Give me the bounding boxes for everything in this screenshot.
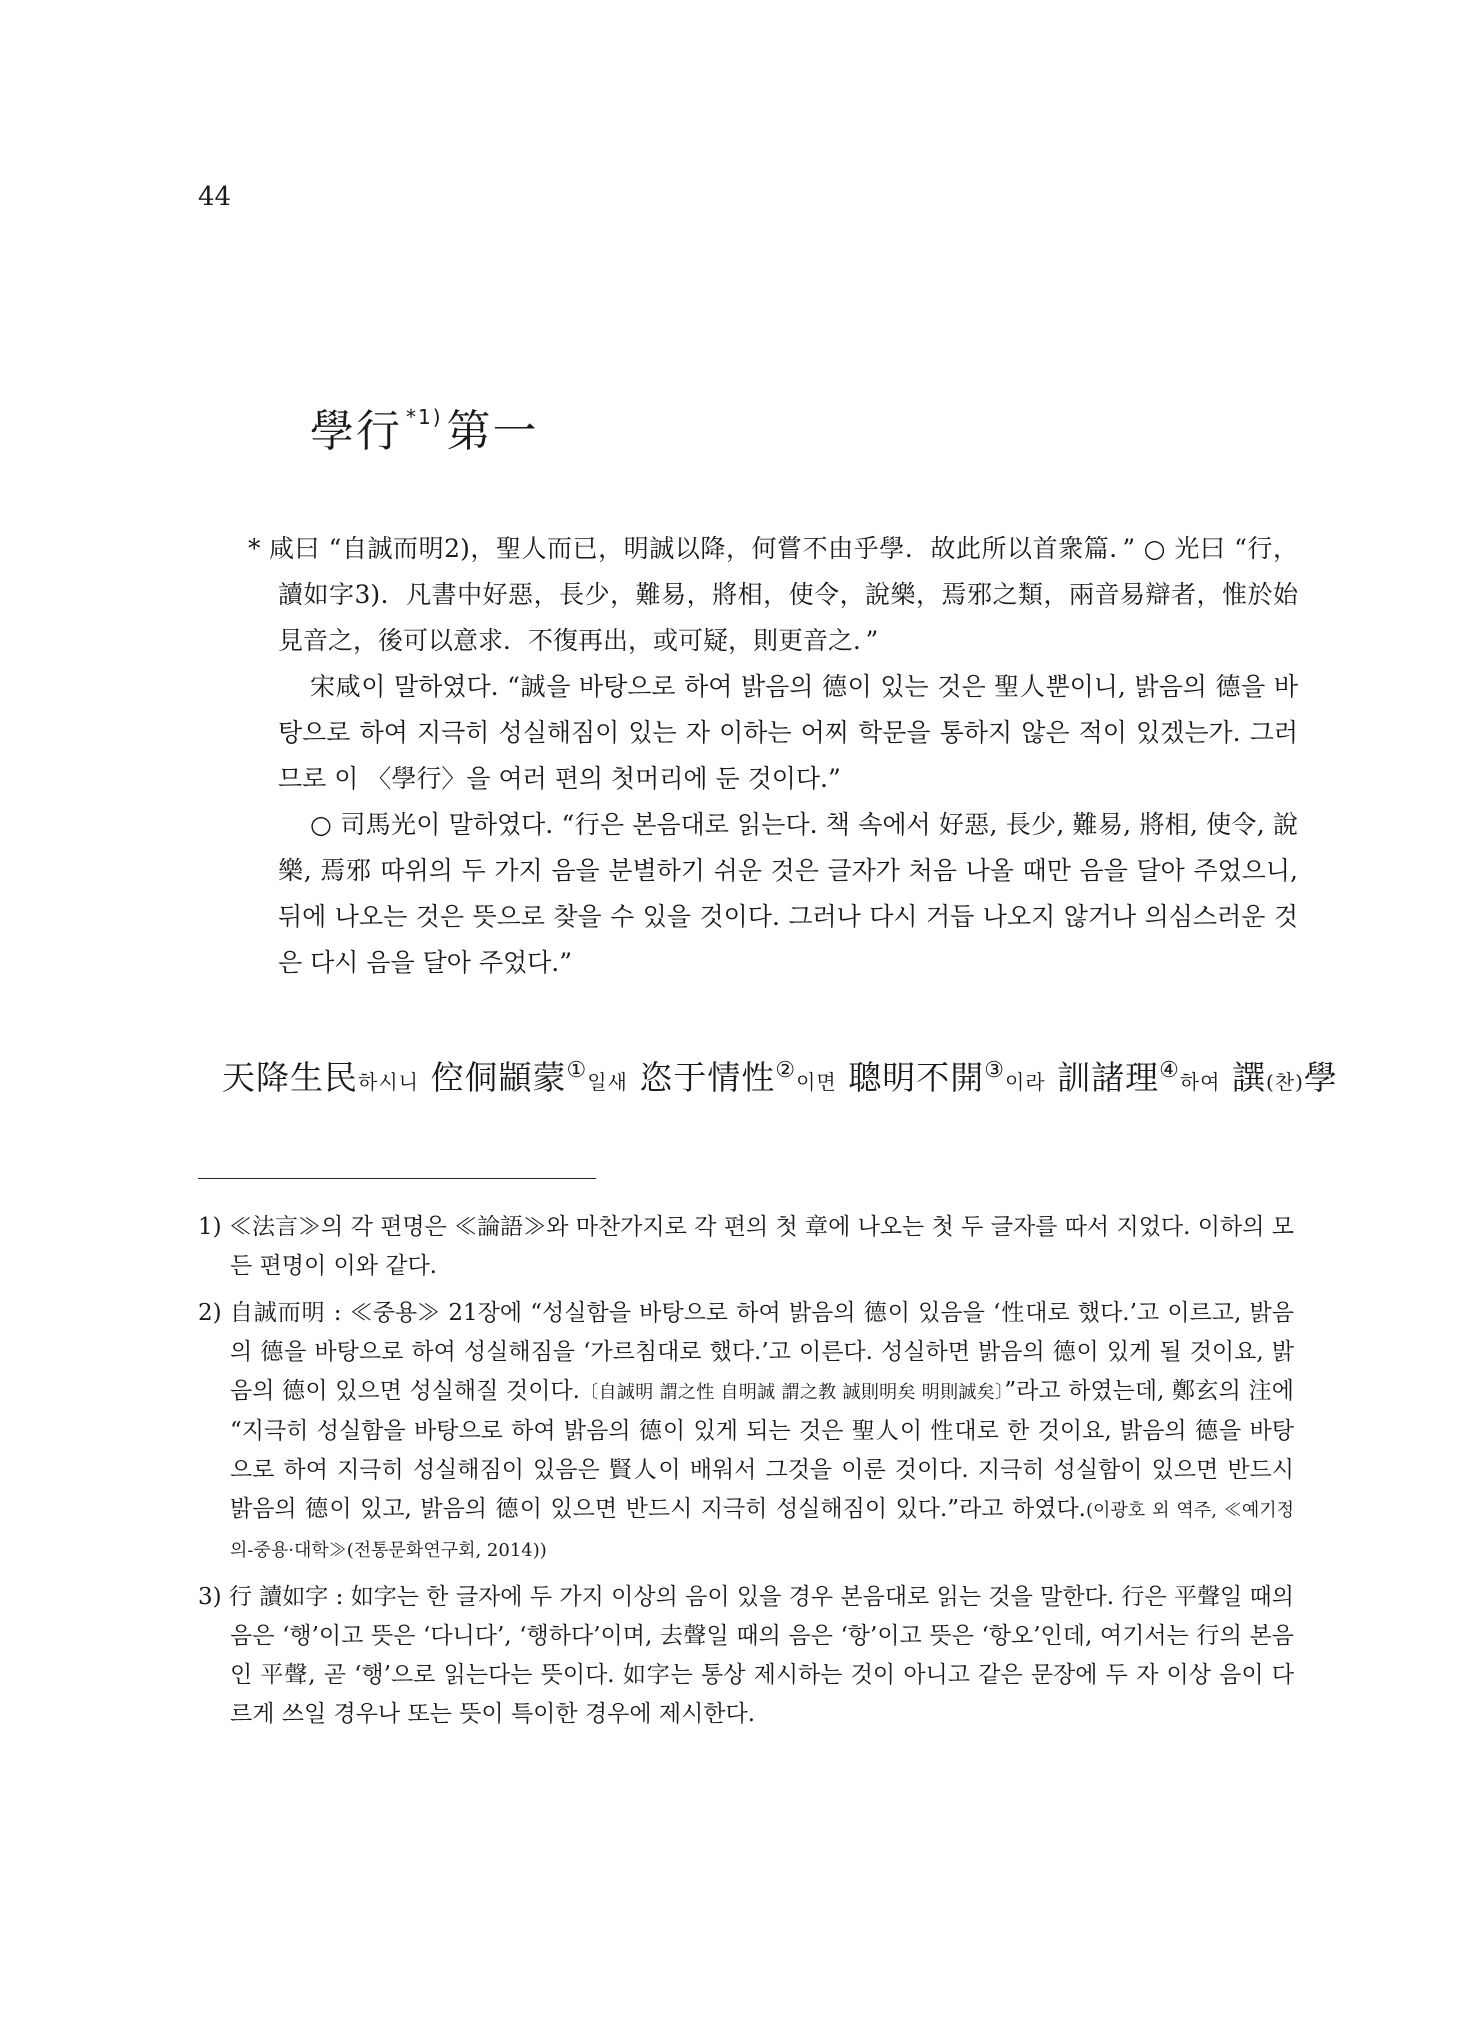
footnote-2-citation: 〔自誠明 謂之性 自明誠 謂之教 誠則明矣 明則誠矣〕 [579,1382,1005,1403]
main-gloss: 이면 [796,1070,837,1094]
main-reading: (찬) [1265,1070,1304,1094]
footnote-2-source: (이광호 외 역주, ≪예기정의-중용·대학≫(전통문화연구회, 2014)) [230,1500,1295,1561]
chapter-title-marker: *1) [406,405,443,429]
main-note-marker: ① [566,1058,588,1083]
main-gloss: 일새 [587,1070,628,1094]
commentary-translation-song-xian: 宋咸이 말하였다. “誠을 바탕으로 하여 밝음의 德이 있는 것은 聖人뿐이니, 밝음의 德을 바탕으로 하여 지극히 성실해짐이 있는 자 이하는 어찌 학문을 통하지 않은 적이 있겠는가. 그러므로 이 〈學行〉을 여러 편의 첫머리에 둔 것이다.” [278,672,1298,793]
main-note-marker: ② [775,1058,797,1083]
main-phrase: 聰明不開 [848,1058,985,1097]
footnote-2-text: 2) 自誠而明 : ≪중용≫ 21장에 “성실함을 바탕으로 하여 밝음의 德이 있음을 ‘性대로 했다.’고 이르고, 밝음의 德을 바탕으로 하여 성실해짐을 ‘가르침대로 했다.’고 이른다. 성실하면 밝음의 德이 있게 될 것이요, 밝음의 德이 있으면 성실해질 것이다. [198,1300,1294,1404]
main-phrase: 恣于情性 [639,1058,776,1097]
commentary-translation-sima-guang: ○ 司馬光이 말하였다. “行은 본음대로 읽는다. 책 속에서 好惡, 長少, 難易, 將相, 使令, 說樂, 焉邪 따위의 두 가지 음을 분별하기 쉬운 것은 글자가 처음 나올 때만 음을 달아 주었으니, 뒤에 나오는 것은 뜻으로 찾을 수 있을 것이다. 그러나 다시 거듭 나오지 않거나 의심스러운 것은 다시 음을 달아 주었다.” [278,810,1298,977]
main-phrase: 倥侗顓蒙 [430,1058,567,1097]
commentary-block [248,526,1298,986]
footnotes [198,1208,1294,1742]
footnote-2-text-cont: ”라고 하였는데, 鄭玄의 注에 “지극히 성실함을 바탕으로 하여 밝음의 德이 있게 되는 것은 聖人이 性대로 한 것이요, 밝음의 德을 바탕으로 하여 지극히 성실해짐이 있음은 賢人이 배워서 그것을 이룬 것이다. 지극히 성실함이 있으면 반드시 밝음의 德이 있고, 밝음의 德이 있으면 반드시 지극히 성실해짐이 있다.”라고 하였다. [230,1378,1295,1522]
main-phrase: 譔 [1231,1058,1266,1097]
main-gloss: 이라 [1004,1070,1046,1094]
footnote-1: 1) ≪法言≫의 각 편명은 ≪論語≫와 마찬가지로 각 편의 첫 章에 나오는 첫 두 글자를 따서 지었다. 이하의 모든 편명이 이와 같다. [198,1214,1294,1279]
main-phrase: 學 [1303,1058,1338,1097]
main-note-marker: ③ [984,1058,1005,1083]
chapter-title-main: 學行 [310,406,402,457]
main-note-marker: ④ [1159,1058,1180,1083]
main-text-line [222,1052,1338,1099]
footnote-3: 3) 行 讀如字 : 如字는 한 글자에 두 가지 이상의 음이 있을 경우 본음대로 읽는 것을 말한다. 行은 平聲일 때의 음은 ‘행’이고 뜻은 ‘다니다’, ‘행하다’이며, 去聲일 때의 음은 ‘항’이고 뜻은 ‘항오’인데, 여기서는 行의 본음인 平聲, 곧 ‘행’으로 읽는다는 뜻이다. 如字는 통상 제시하는 것이 아니고 같은 문장에 두 자 이상 음이 다르게 쓰일 경우나 또는 뜻이 특이한 경우에 제시한다. [198,1584,1294,1727]
chapter-title [310,395,539,459]
chapter-title-suffix: 第一 [446,406,539,457]
footnote-divider [198,1178,596,1179]
commentary-original: * 咸曰 “自誠而明2)，聖人而已，明誠以降，何嘗不由乎學．故此所以首衆篇．” ○ 光曰 “行，讀如字3)．凡書中好惡，長少，難易，將相，使令，說樂，焉邪之類，兩音易辯者，惟於始見音之，後可以意求．不復再出，或可疑，則更音之．” [248,534,1298,655]
footnote-2 [198,1294,1294,1570]
main-phrase: 訓諸理 [1057,1058,1160,1097]
main-gloss: 하시니 [358,1070,419,1094]
main-gloss: 하여 [1179,1070,1221,1094]
page-number: 44 [198,182,232,212]
main-phrase: 天降生民 [222,1058,358,1097]
